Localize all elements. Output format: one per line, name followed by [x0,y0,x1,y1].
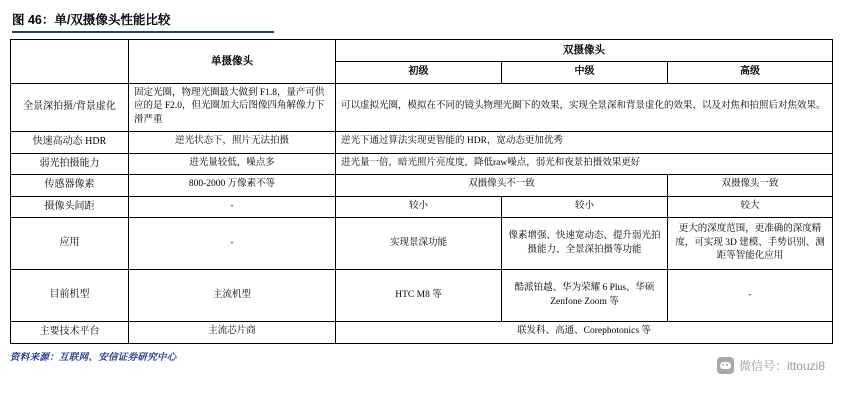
cell-dual-models-mid: 酷派铂越、华为荣耀 6 Plus、华硕 Zenfone Zoom 等 [502,270,668,322]
cell-dual-spacing-mid: 较小 [502,196,668,218]
cell-dual-depth-bokeh: 可以虚拟光圈，模拟在不同的镜头物理光圈下的效果，实现全景深和背景虚化的效果，以及对焦和拍照后对焦效果。 [336,83,833,131]
row-label-camera-spacing: 摄像头间距 [11,196,129,218]
cell-dual-applications-basic: 实现景深功能 [336,218,502,270]
cell-dual-spacing-basic: 较小 [336,196,502,218]
table-row [11,218,833,270]
cell-single-sensor-pixels: 800-2000 万像素不等 [129,175,336,197]
source-note: 资料来源：互联网、安信证券研究中心 [10,351,177,363]
table-row [11,322,833,344]
figure-title-bar [12,10,274,33]
table-header-row-1 [11,40,833,62]
cell-single-camera-spacing: - [129,196,336,218]
comparison-table [10,39,833,344]
cell-dual-hdr: 逆光下通过算法实现更智能的 HDR，宽动态更加优秀 [336,132,833,154]
cell-single-lowlight: 进光量较低，噪点多 [129,153,336,175]
cell-dual-sensor-pixels-b: 双摄像头一致 [668,175,833,197]
header-dual-level-mid: 中级 [502,62,668,84]
table-row [11,83,833,131]
cell-dual-models-basic: HTC M8 等 [336,270,502,322]
cell-dual-applications-high: 更大的深度范围，更准确的深度精度，可实现 3D 建模、手势识别、测距等智能化应用 [668,218,833,270]
page-title: 图 46：单/双摄像头性能比较 [12,13,171,27]
cell-dual-sensor-pixels-a: 双摄像头不一致 [336,175,668,197]
header-corner [11,40,129,84]
row-label-tech-platform: 主要技术平台 [11,322,129,344]
cell-single-depth-bokeh: 固定光圈，物理光圈最大做到 F1.8，量产可供应的是 F2.0，但光圈加大后图像四角解像力下滑严重 [129,83,336,131]
cell-dual-tech-platform: 联发科、高通、Corephotonics 等 [336,322,833,344]
cell-dual-lowlight: 进光量一倍，暗光照片亮度度，降低raw噪点，弱光和夜景拍摄效果更好 [336,153,833,175]
header-dual-level-basic: 初级 [336,62,502,84]
table-row [11,132,833,154]
cell-single-current-models: 主流机型 [129,270,336,322]
table-row [11,175,833,197]
cell-single-applications: - [129,218,336,270]
row-label-sensor-pixels: 传感器像素 [11,175,129,197]
header-single-camera: 单摄像头 [129,40,336,84]
table-row [11,153,833,175]
header-dual-level-high: 高级 [668,62,833,84]
cell-dual-applications-mid: 像素增强、快速宽动态、提升弱光拍摄能力、全景深拍摄等功能 [502,218,668,270]
row-label-current-models: 目前机型 [11,270,129,322]
cell-dual-models-high: - [668,270,833,322]
row-label-hdr: 快速高动态 HDR [11,132,129,154]
cell-single-tech-platform: 主流芯片商 [129,322,336,344]
cell-dual-spacing-high: 较大 [668,196,833,218]
table-row [11,196,833,218]
cell-single-hdr: 逆光状态下，照片无法拍摄 [129,132,336,154]
watermark-label: 微信号：ittouzi8 [738,359,825,373]
row-label-depth-bokeh: 全景深拍摄/背景虚化 [11,83,129,131]
row-label-applications: 应用 [11,218,129,270]
header-dual-camera: 双摄像头 [336,40,833,62]
row-label-lowlight: 弱光拍摄能力 [11,153,129,175]
table-row [11,270,833,322]
